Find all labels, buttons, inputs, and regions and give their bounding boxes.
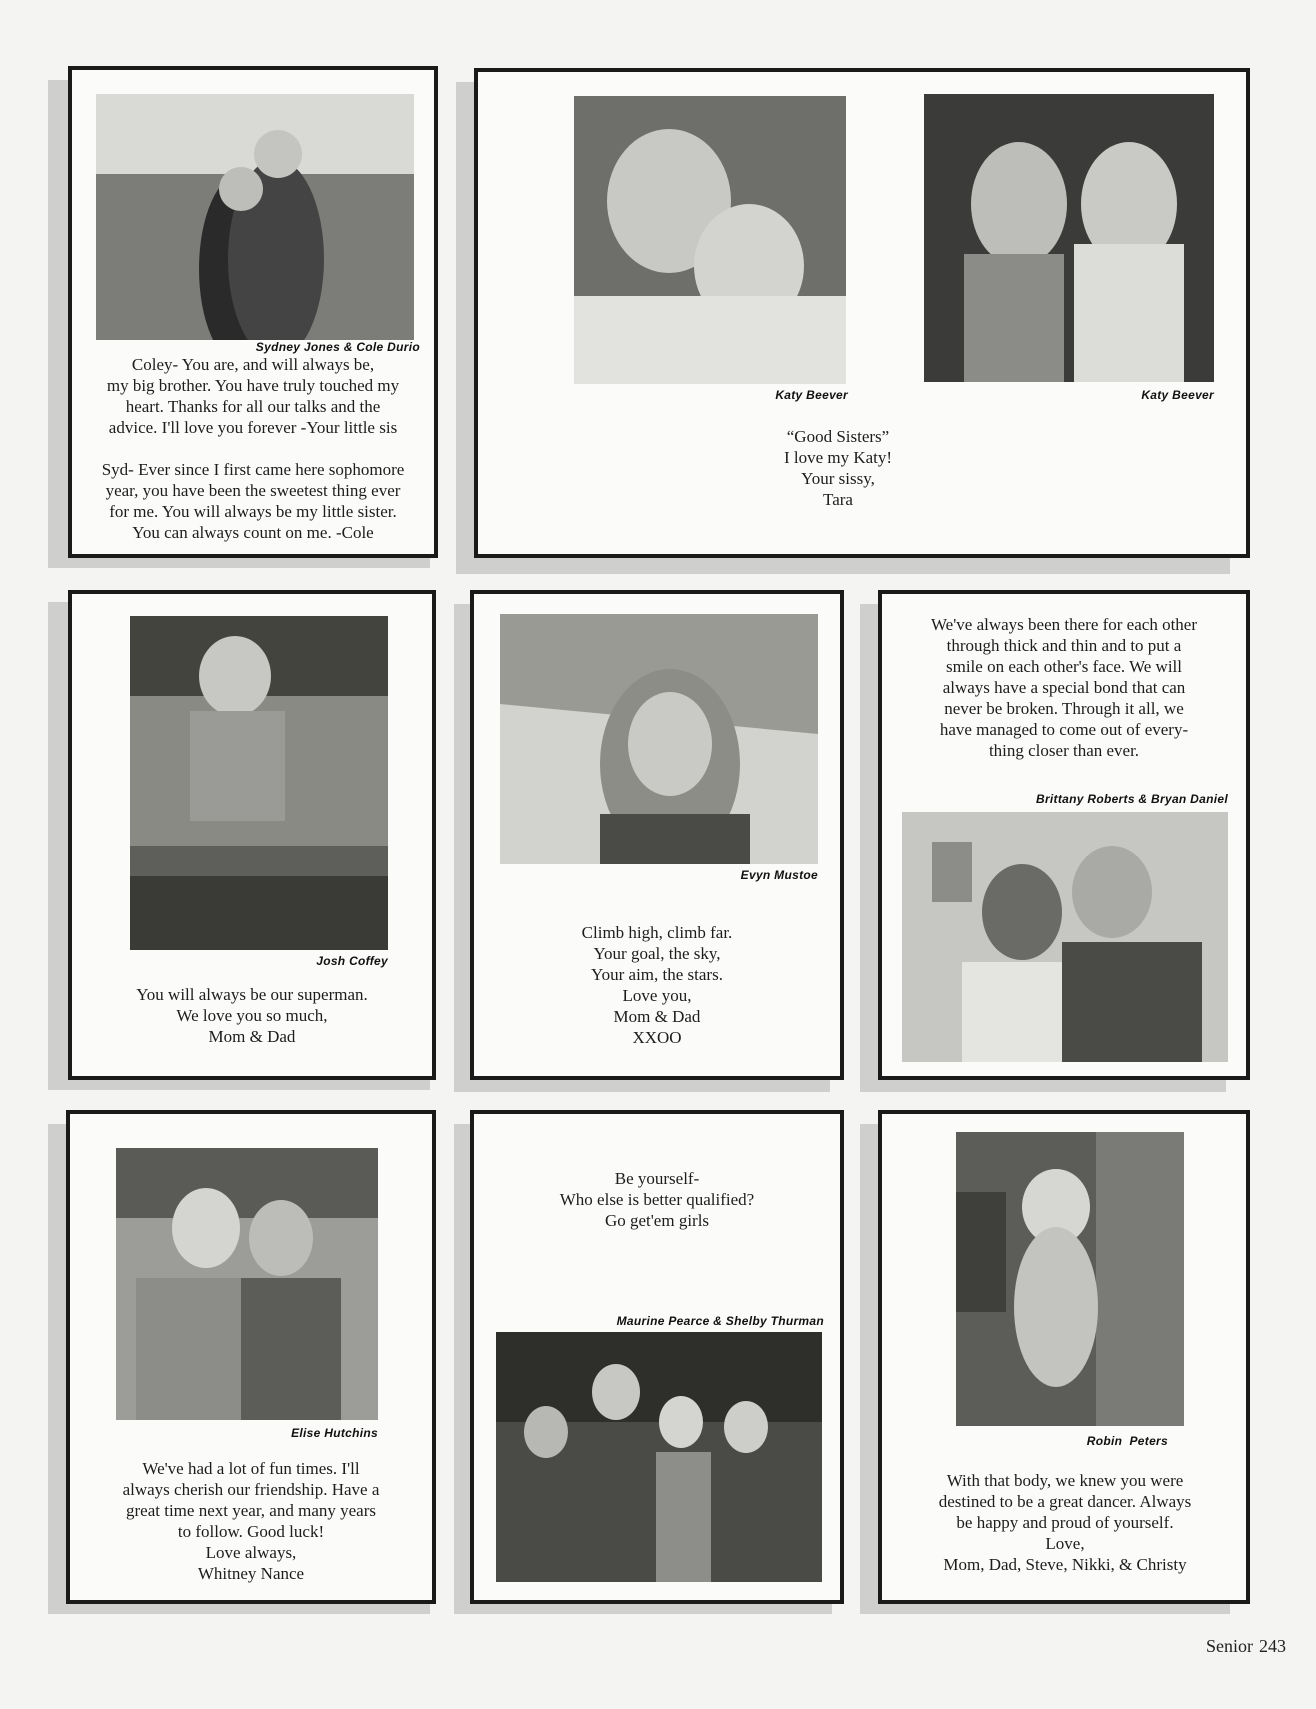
ad-josh-coffey <box>68 590 436 1080</box>
page-number-value: 243 <box>1259 1636 1286 1656</box>
photo-robin-peters <box>956 1132 1184 1426</box>
message-maurine-shelby: Be yourself- Who else is better qualified? Go get'em girls <box>559 1169 755 1230</box>
ad-maurine-shelby <box>470 1110 844 1604</box>
caption-katy-beever-1: Katy Beever <box>775 388 848 402</box>
message-sydney-cole: Coley- You are, and will always be, my big brother. You have truly touched my heart. Thanks for all our talks and the advice. I'll love you forever -Your little sis Syd- Ever since I first came here sophomore year, you have been the sweetest thing ever for me. You will always be my little sister. You can always count on me. -Cole <box>101 355 405 542</box>
ad-sydney-cole <box>68 66 438 558</box>
photo-josh-coffey <box>130 616 388 950</box>
caption-sydney-cole: Sydney Jones & Cole Durio <box>255 340 420 354</box>
ad-robin-peters <box>878 1110 1250 1604</box>
ad-brittany-bryan <box>878 590 1250 1080</box>
message-robin-peters: With that body, we knew you were destined to be a great dancer. Always be happy and proud of yourself. Love, Mom, Dad, Steve, Nikki, & Christy <box>938 1471 1192 1574</box>
photo-katy-beever-children <box>574 96 846 384</box>
page-number <box>1200 1636 1286 1657</box>
message-elise-hutchins: We've had a lot of fun times. I'll always cherish our friendship. Have a great time next year, and many years to follow. Good luck! Love always, Whitney Nance <box>122 1459 380 1583</box>
caption-maurine-shelby: Maurine Pearce & Shelby Thurman <box>616 1314 824 1328</box>
ad-evyn-mustoe <box>470 590 844 1080</box>
photo-katy-beever-teens <box>924 94 1214 382</box>
message-brittany-bryan: We've always been there for each other through thick and thin and to put a smile on each other's face. We will always have a special bond that can never be broken. Through it all, we have managed to come out of every- thing closer than ever. <box>931 615 1197 760</box>
photo-sydney-cole <box>96 94 414 340</box>
caption-katy-beever-2: Katy Beever <box>1141 388 1214 402</box>
caption-robin-peters: Robin Peters <box>1086 1434 1168 1448</box>
message-josh-coffey: You will always be our superman. We love you so much, Mom & Dad <box>136 985 368 1046</box>
caption-josh-coffey: Josh Coffey <box>316 954 388 968</box>
photo-evyn-mustoe <box>500 614 818 864</box>
message-katy-beever: “Good Sisters” I love my Katy! Your sissy, Tara <box>783 427 893 509</box>
caption-evyn-mustoe: Evyn Mustoe <box>740 868 818 882</box>
ad-elise-hutchins <box>66 1110 436 1604</box>
caption-elise-hutchins: Elise Hutchins <box>291 1426 378 1440</box>
photo-elise-hutchins <box>116 1148 378 1420</box>
caption-brittany-bryan: Brittany Roberts & Bryan Daniel <box>1035 792 1228 806</box>
page-section: Senior <box>1206 1636 1253 1656</box>
photo-maurine-shelby <box>496 1332 822 1582</box>
photo-brittany-bryan <box>902 812 1228 1062</box>
message-evyn-mustoe: Climb high, climb far. Your goal, the sky, Your aim, the stars. Love you, Mom & Dad XXOO <box>581 923 733 1047</box>
ad-katy-beever <box>474 68 1250 558</box>
